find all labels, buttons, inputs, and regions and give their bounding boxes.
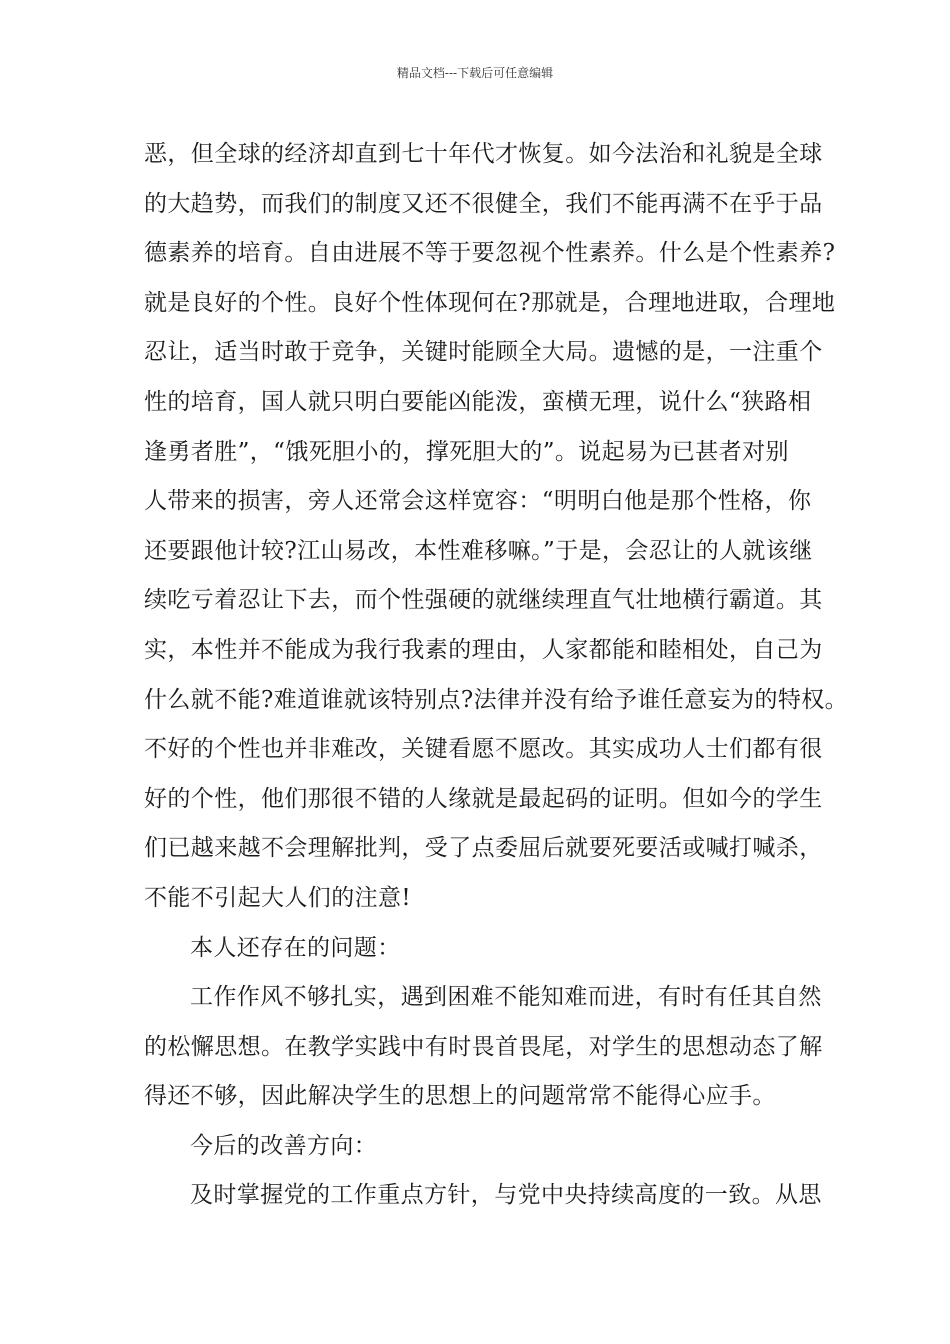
text-line: 的大趋势，而我们的制度又还不很健全，我们不能再满不在乎于品 bbox=[144, 190, 823, 217]
text-line: 好的个性，他们那很不错的人缘就是最起码的证明。但如今的学生 bbox=[144, 785, 823, 812]
text-line: 人带来的损害，旁人还常会这样宽容：“明明白他是那个性格，你 bbox=[144, 488, 812, 515]
text-line: 续吃亏着忍让下去，而个性强硬的就继续理直气壮地横行霸道。其 bbox=[144, 587, 823, 614]
text-line: 还要跟他计较?江山易改，本性难移嘛。”于是，会忍让的人就该继 bbox=[144, 537, 813, 564]
text-line: 得还不够，因此解决学生的思想上的问题常常不能得心应手。 bbox=[144, 1083, 776, 1110]
text-line: 及时掌握党的工作重点方针，与党中央持续高度的一致。从思 bbox=[190, 1182, 822, 1209]
text-line: 不好的个性也并非难改，关键看愿不愿改。其实成功人士们都有很 bbox=[144, 736, 823, 763]
text-line: 逢勇者胜”，“饿死胆小的，撑死胆大的”。说起易为已甚者对别 bbox=[144, 438, 789, 465]
text-line: 恶，但全球的经济却直到七十年代才恢复。如今法治和礼貌是全球 bbox=[144, 141, 823, 167]
text-line: 工作作风不够扎实，遇到困难不能知难而进，有时有任其自然 bbox=[190, 984, 822, 1011]
text-line: 们已越来越不会理解批判，受了点委屈后就要死要活或喊打喊杀， bbox=[144, 835, 823, 862]
text-line: 忍让，适当时敢于竞争，关键时能顾全大局。遗憾的是，一注重个 bbox=[144, 339, 823, 366]
text-line: 性的培育，国人就只明白要能凶能泼，蛮横无理，说什么“狭路相 bbox=[144, 388, 812, 415]
document-body bbox=[144, 130, 849, 1221]
text-line: 就是良好的个性。良好个性体现何在?那就是，合理地进取，合理地 bbox=[144, 289, 836, 316]
text-line: 不能不引起大人们的注意! bbox=[144, 884, 412, 911]
text-line: 什么就不能?难道谁就该特别点?法律并没有给予谁任意妄为的特权。 bbox=[144, 686, 849, 713]
text-line: 的松懈思想。在教学实践中有时畏首畏尾，对学生的思想动态了解 bbox=[144, 1033, 823, 1060]
text-line: 德素养的培育。自由进展不等于要忽视个性素养。什么是个性素养? bbox=[144, 240, 836, 267]
section-heading: 本人还存在的问题： bbox=[190, 934, 401, 961]
section-heading: 今后的改善方向： bbox=[190, 1132, 378, 1159]
page-header: 精品文档---下载后可任意编辑 bbox=[396, 66, 554, 80]
text-line: 实，本性并不能成为我行我素的理由，人家都能和睦相处，自己为 bbox=[144, 636, 823, 663]
